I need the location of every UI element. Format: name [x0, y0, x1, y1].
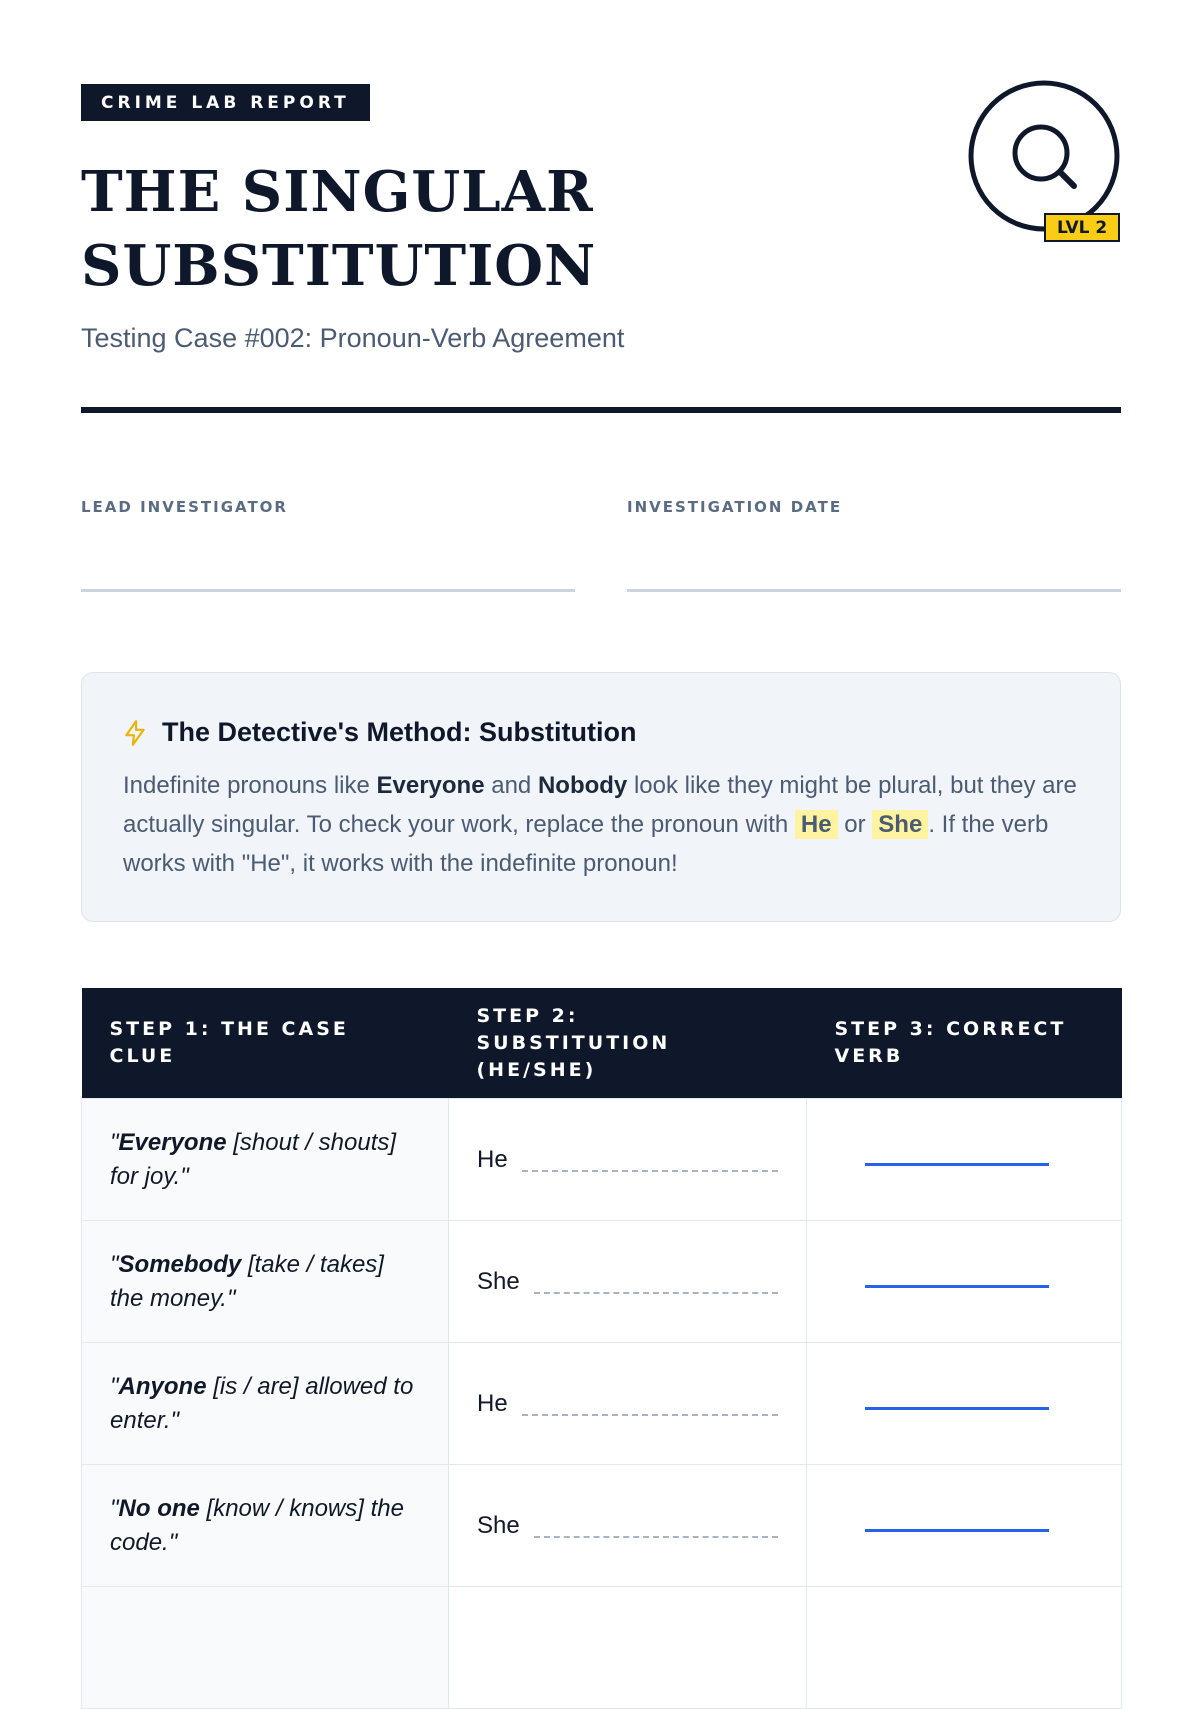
lead-investigator-field[interactable]	[81, 589, 575, 592]
clue-quote: "	[110, 1250, 119, 1278]
case-clue	[82, 1465, 449, 1587]
table-row	[82, 1587, 1122, 1709]
correct-verb-blank[interactable]	[865, 1529, 1049, 1532]
substitution-cell	[449, 1465, 807, 1587]
table-header-row	[82, 988, 1122, 1099]
clue-quote: "	[110, 1128, 119, 1156]
clue-text: [take / takes] the money."	[110, 1250, 384, 1312]
correct-verb-blank[interactable]	[865, 1163, 1049, 1166]
substitution-entry	[477, 1268, 778, 1296]
substitution-blank[interactable]	[522, 1169, 778, 1172]
method-text-part: . If the verb works with "He", it works with the indefinite pronoun!	[123, 811, 1049, 877]
clue-quote: "	[110, 1494, 119, 1522]
correct-verb-cell-partial	[807, 1587, 1122, 1709]
substitution-cell	[449, 1221, 807, 1343]
method-callout	[81, 672, 1121, 922]
highlight-she: She	[872, 810, 928, 839]
table-row	[82, 1099, 1122, 1221]
investigation-date-field[interactable]	[627, 589, 1121, 592]
method-text-part: Indefinite pronouns like	[123, 772, 377, 799]
substitution-blank[interactable]	[534, 1291, 778, 1294]
investigation-date-label: INVESTIGATION DATE	[627, 498, 843, 516]
clue-text: [is / are] allowed to enter."	[110, 1372, 414, 1434]
correct-verb-blank[interactable]	[865, 1285, 1049, 1288]
clue-text: [know / knows] the code."	[110, 1494, 404, 1556]
clue-pronoun: No one	[118, 1494, 200, 1522]
method-text-part: or	[837, 811, 873, 838]
method-title: The Detective's Method: Substitution	[162, 717, 637, 747]
table-row	[82, 1221, 1122, 1343]
method-keyword: Nobody	[537, 772, 628, 799]
report-page	[81, 84, 1121, 1556]
method-header	[122, 717, 636, 748]
substitution-cell	[449, 1099, 807, 1221]
method-text	[123, 766, 1083, 883]
substitute-pronoun: He	[477, 1389, 508, 1417]
column-header-substitution: STEP 2: SUBSTITUTION (HE/SHE)	[449, 988, 807, 1099]
substitution-blank[interactable]	[522, 1413, 778, 1416]
case-subtitle: Testing Case #002: Pronoun-Verb Agreement	[81, 323, 625, 353]
correct-verb-cell	[807, 1099, 1122, 1221]
clue-quote: "	[110, 1372, 119, 1400]
clue-pronoun: Everyone	[118, 1128, 227, 1156]
level-badge	[968, 80, 1128, 245]
method-text-part: look like they might be plural, but they are actually singular. To check your work, replace the pronoun with	[123, 772, 1077, 838]
correct-verb-cell	[807, 1343, 1122, 1465]
correct-verb-cell	[807, 1221, 1122, 1343]
case-clue	[82, 1099, 449, 1221]
substitute-pronoun: She	[477, 1267, 520, 1295]
column-header-clue: STEP 1: THE CASE CLUE	[82, 988, 449, 1099]
substitute-pronoun: He	[477, 1145, 508, 1173]
lead-investigator-label: LEAD INVESTIGATOR	[81, 498, 288, 516]
case-clue	[82, 1343, 449, 1465]
correct-verb-blank[interactable]	[865, 1407, 1049, 1410]
case-clue-partial	[82, 1587, 449, 1709]
method-text-part: and	[484, 772, 538, 799]
substitution-entry	[477, 1390, 778, 1418]
table-row	[82, 1343, 1122, 1465]
substitution-entry	[477, 1146, 778, 1174]
lightning-icon	[122, 719, 148, 747]
page-title: THE SINGULAR SUBSTITUTION	[81, 159, 597, 299]
clue-text: [shout / shouts] for joy."	[110, 1128, 397, 1190]
correct-verb-cell	[807, 1465, 1122, 1587]
table-row	[82, 1465, 1122, 1587]
highlight-he: He	[795, 810, 838, 839]
method-keyword: Everyone	[376, 772, 485, 799]
header-divider	[81, 407, 1121, 413]
substitution-entry	[477, 1512, 778, 1540]
substitution-cell-partial	[449, 1587, 807, 1709]
clue-pronoun: Anyone	[118, 1372, 207, 1400]
level-label: LVL 2	[1044, 213, 1120, 242]
substitution-cell	[449, 1343, 807, 1465]
report-type-tag: CRIME LAB REPORT	[81, 84, 370, 121]
substitute-pronoun: She	[477, 1511, 520, 1539]
substitution-blank[interactable]	[534, 1535, 778, 1538]
case-clue	[82, 1221, 449, 1343]
case-clue-table	[81, 988, 1122, 1709]
column-header-verb: STEP 3: CORRECT VERB	[807, 988, 1122, 1099]
clue-pronoun: Somebody	[118, 1250, 242, 1278]
